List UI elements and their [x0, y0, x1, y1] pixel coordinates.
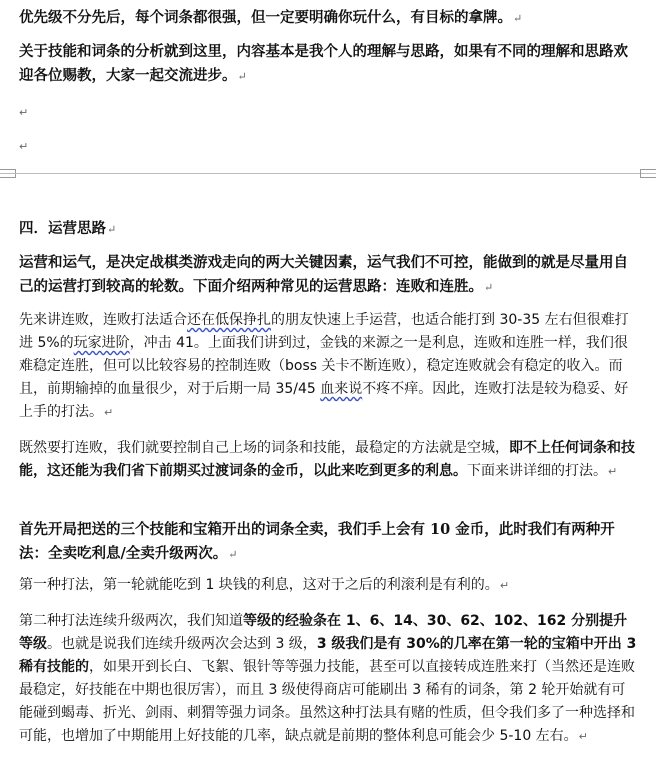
- bold-text-run: 等级的经验条在 1、6、14、30、62、102、162 分别提升等级: [19, 613, 628, 652]
- paragraph-priority: [19, 6, 639, 31]
- spellcheck-text: 玩家进阶: [73, 335, 130, 351]
- text-run: 的朋友快速上手运营，也适合能打到 30-35 左右但很难打进 5%的: [19, 312, 629, 351]
- paragraph-text: 运营和运气，是决定战棋类游戏走向的两大关键因素，运气我们不可控，能做到的就是尽量用自己的运营打到较高的轮数。下面介绍两种常见的运营思路：连败和连胜。: [19, 254, 628, 295]
- paragraph-mark: ↵: [499, 579, 510, 592]
- paragraph-mark: ↵: [107, 223, 117, 236]
- empty-paragraph-mark: ↵: [19, 106, 29, 119]
- paragraph-losing-streak: [19, 309, 639, 424]
- paragraph-text: 关于技能和词条的分析就到这里，内容基本是我个人的理解与思路，如果有不同的理解和思路欢迎各位赐教，大家一起交流进步。: [19, 43, 628, 84]
- text-run: 先来讲连败，连败打法适合: [19, 312, 187, 328]
- paragraph-intro: [19, 251, 639, 300]
- text-run: 下面来讲详细的打法。: [467, 463, 607, 479]
- paragraph-mark: ↵: [237, 70, 247, 83]
- paragraph-text: 第一种打法，第一轮就能吃到 1 块钱的利息，这对于之后的利滚利是有利的。: [19, 577, 499, 593]
- text-run: 不疼不痒。因此，连败打法是较为稳妥、好上手的打法。: [19, 381, 629, 420]
- paragraph-opening: [19, 518, 639, 567]
- section-title: [19, 217, 639, 242]
- paragraph-empty-city: [19, 437, 639, 483]
- empty-paragraph-mark: ↵: [19, 140, 29, 153]
- spellcheck-text: 还在低保挣扎: [187, 312, 271, 328]
- paragraph-mark: ↵: [513, 12, 523, 25]
- text-run: ，冲击 41。上面我们讲到过，金钱的来源之一是利息，连败和连胜一样，我们很难稳定连胜，但可以比较容易的控制连败（boss 关卡不断连败），稳定连败就会有稳定的收入。而且，前期输掉的血量很少，对于后期一局 35/45: [19, 335, 628, 397]
- paragraph-mark: ↵: [228, 548, 238, 561]
- paragraph-mark: ↵: [578, 730, 588, 743]
- page-break-marker-right: [640, 169, 656, 178]
- page-break-line: [0, 173, 656, 174]
- paragraph-mark: ↵: [608, 465, 618, 478]
- text-run: 第二种打法连续升级两次，我们知道: [19, 613, 243, 629]
- paragraph-text: 首先开局把送的三个技能和宝箱开出的词条全卖，我们手上会有 10 金币，此时我们有两种开法：全卖吃利息/全卖升级两次。: [19, 521, 615, 562]
- text-run: ，如果开到长白、飞絮、银针等等强力技能，甚至可以直接转成连胜来打（当然还是连败最稳定，好技能在中期也很厉害），而且 3 级使得商店可能刷出 3 稀有的词条，第 2 轮开始就有可能碰到蝎毒、折光、剑雨、刺猬等强力词条。虽然这种打法具有赌的性质，但令我们多了一种选择和可能，也增加了中期能用上好技能的几率，缺点就是前期的整体利息可能会少 5-10 左右。: [19, 659, 635, 744]
- paragraph-mark: ↵: [104, 406, 114, 419]
- paragraph-method-two: [19, 610, 639, 748]
- text-run: 。也就是说我们连续升级两次会达到 3 级，: [47, 636, 317, 652]
- bold-text-run: 即不上任何词条和技能，这还能为我们省下前期买过渡词条的金币，以此来吃到更多的利息。: [19, 440, 635, 479]
- section-title-text: 四．运营思路: [19, 220, 106, 237]
- paragraph-summary: [19, 40, 639, 89]
- paragraph-mark: ↵: [484, 281, 494, 294]
- paragraph-text: 优先级不分先后，每个词条都很强，但一定要明确你玩什么，有目标的拿牌。: [19, 9, 512, 26]
- bold-text-run: 3 级我们是有 30%的几率在第一轮的宝箱中开出 3 稀有技能的: [19, 636, 637, 675]
- paragraph-method-one: [19, 574, 639, 597]
- text-run: 既然要打连败，我们就要控制自己上场的词条和技能，最稳定的方法就是空城，: [19, 440, 509, 456]
- spellcheck-text: 血来说: [320, 381, 363, 397]
